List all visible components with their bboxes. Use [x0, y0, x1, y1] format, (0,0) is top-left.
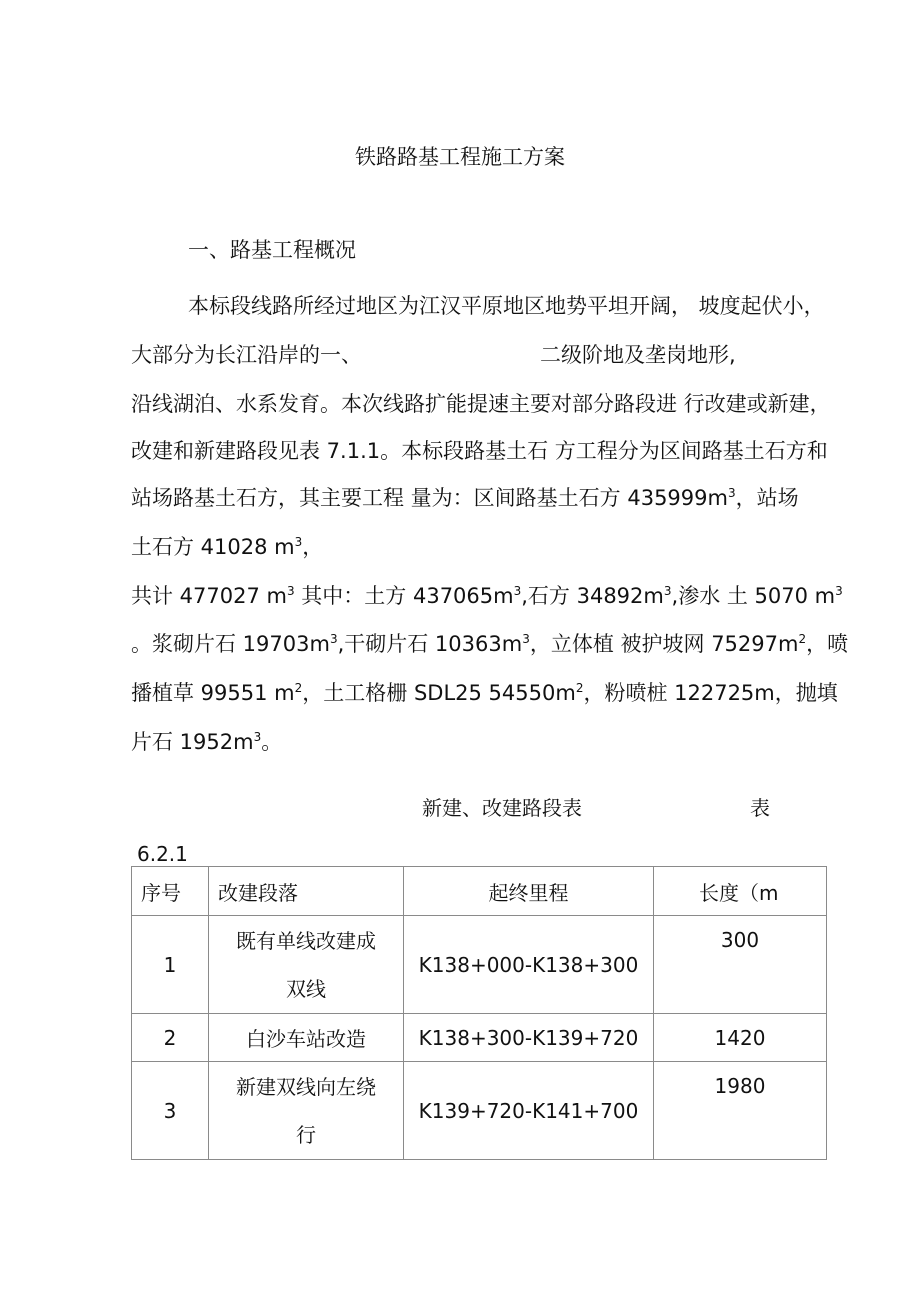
row-number: 2	[132, 1014, 209, 1062]
range-cell: K138+000-K138+300	[404, 916, 654, 1014]
column-header-range: 起终里程	[404, 867, 654, 916]
paragraph-line: 片石 $1952m^3$。	[131, 730, 283, 754]
range-cell: K138+300-K139+720	[404, 1014, 654, 1062]
paragraph-line: 播植草 99551 $m^2$，土工格栅 SDL25 $54550m^2$，粉喷桩 122725m，抛填	[131, 681, 838, 705]
table-row	[132, 1014, 827, 1062]
paragraph-line: 共计 477027 $m^3$ 其中：土方 $437065m^3$,石方 $34892m^3$,渗水 土 5070 $m^3$	[131, 584, 843, 608]
paragraph-line: 二级阶地及垄岗地形,	[540, 343, 736, 367]
paragraph-line: 大部分为长江沿岸的一、	[131, 343, 362, 367]
section-cell: 白沙车站改造	[209, 1014, 404, 1062]
length-cell: 1980	[654, 1062, 827, 1160]
table-row	[132, 916, 827, 1014]
range-cell: K139+720-K141+700	[404, 1062, 654, 1160]
section-label: 新建双线向左绕	[236, 1074, 376, 1099]
column-header-no: 序号	[132, 867, 209, 916]
table-caption-suffix: 表	[750, 796, 770, 820]
section-cell	[209, 916, 404, 1014]
row-number: 3	[132, 1062, 209, 1160]
table-header-row	[132, 867, 827, 916]
length-cell: 300	[654, 916, 827, 1014]
row-number: 1	[132, 916, 209, 1014]
table-number: 6.2.1	[137, 842, 188, 866]
length-cell: 1420	[654, 1014, 827, 1062]
paragraph-line: 土石方 41028 $m^3$，	[131, 535, 324, 559]
paragraph-line: 。浆砌片石 $19703m^3$,干砌片石 $10363m^3$，立体植 被护坡网 $75297m^2$，喷	[131, 632, 849, 656]
table-caption: 新建、改建路段表	[422, 796, 582, 820]
road-sections-table	[131, 866, 827, 1160]
section-label: 行	[296, 1122, 316, 1147]
section-cell	[209, 1062, 404, 1160]
paragraph-line: 改建和新建路段见表 7.1.1。本标段路基土石 方工程分为区间路基土石方和	[131, 439, 828, 463]
section-label: 双线	[286, 976, 326, 1001]
column-header-section: 改建段落	[209, 867, 404, 916]
table-row	[132, 1062, 827, 1160]
section-label: 既有单线改建成	[236, 928, 376, 953]
document-title: 铁路路基工程施工方案	[355, 145, 565, 169]
column-header-length: 长度（m	[654, 867, 827, 916]
paragraph-line: 站场路基土石方，其主要工程 量为：区间路基土石方 $435999m^3$，站场	[131, 486, 799, 510]
section-heading: 一、路基工程概况	[188, 238, 356, 262]
paragraph-line: 沿线湖泊、水系发育。本次线路扩能提速主要对部分路段进 行改建或新建，	[131, 392, 831, 416]
paragraph-line: 本标段线路所经过地区为江汉平原地区地势平坦开阔， 坡度起伏小，	[188, 294, 825, 318]
